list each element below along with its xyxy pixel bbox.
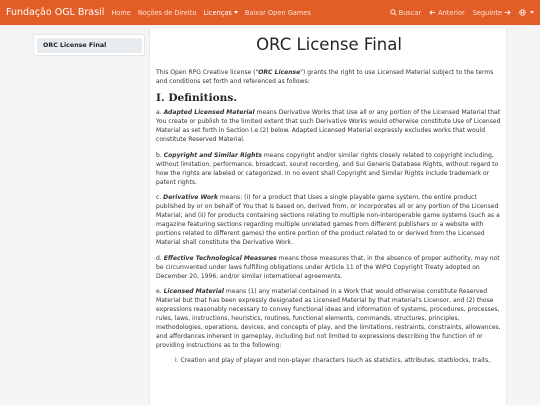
license-text [156, 68, 502, 366]
sidebar-item-orc-license-final[interactable]: ORC License Final [37, 38, 142, 53]
top-navbar [0, 0, 540, 25]
page-title: ORC License Final [256, 35, 402, 54]
search-icon [390, 9, 397, 16]
definition-c [156, 193, 502, 248]
section-heading-definitions: I. Definitions. [156, 92, 238, 105]
nav-licencas-dropdown[interactable] [203, 9, 237, 17]
definition-text: means: (i) for a product that Uses a single playable game system, the entire product published by or on behalf of You that is based on, derived from, or incorporates all or any portion of the Licensed Material; and (ii) for products containing sections relating to multiple non-interoperable game systems (such as a magazine featuring sections regarding multiple unrelated games from different publishers or a website with portions related to different games) the entire portion of the product related to or derived from the Licensed Material shall constitute the Derivative Work. [156, 193, 500, 247]
intro-term: ORC License [258, 69, 301, 76]
definition-label: b. [156, 151, 164, 159]
chevron-down-icon [234, 11, 238, 14]
definition-a [156, 108, 502, 144]
intro-paragraph [156, 68, 502, 86]
definition-label: a. [156, 109, 164, 117]
definition-d [156, 254, 502, 281]
intro-text-start: This Open RPG Creative license (" [156, 69, 259, 76]
definition-text: means Derivative Works that Use all or any portion of the Licensed Material that You create or publish to the limited extent that such Derivative Works would otherwise constitute Use of Licensed Material as set forth in Section I.e.(2) below. Adapted Licensed Material expressly excludes works that would constitute Reserved Material. [156, 109, 501, 144]
definition-term: Adapted Licensed Material [163, 109, 255, 117]
sidebar [33, 34, 145, 56]
arrow-right-icon [504, 9, 511, 16]
globe-icon [519, 9, 526, 16]
search-label: Buscar [398, 8, 422, 17]
definition-text: means copyright and/or similar rights closely related to copyright including, without limitation, performance, broadcast, sound recording, and Sui Generis Database Rights, without regard to how the rights are labeled or categorized. In no event shall Copyright and Similar Rights include trademark or patent rights. [156, 151, 499, 186]
definition-label: e. [156, 287, 164, 295]
nav-nocoes-de-direito[interactable]: Noções de Direito [137, 8, 197, 17]
search-button[interactable] [390, 9, 422, 17]
definition-term: Copyright and Similar Rights [163, 151, 262, 159]
brand-link[interactable]: Fundação OGL Brasil [6, 7, 105, 18]
nav-home[interactable]: Home [111, 8, 131, 17]
next-label: Seguinte [472, 8, 502, 17]
definition-e [156, 287, 502, 351]
chevron-down-icon [530, 11, 534, 14]
previous-label: Anterior [438, 8, 465, 17]
arrow-left-icon [429, 9, 436, 16]
definition-label: c. [156, 193, 164, 201]
definition-label: d. [156, 254, 164, 262]
nav-right-group [382, 9, 534, 17]
nav-licencas-label: Licenças [203, 8, 232, 17]
nav-baixar-open-games[interactable]: Baixar Open Games [244, 8, 311, 17]
definition-text: means (1) any material contained in a Work that would otherwise constitute Reserved Material but that has been expressly designated as Licensed Material by that material's Licensor, and (2) those expressions reasonably necessary to convey functional ideas and information of systems, procedures, processes, rules, laws, instructions, heuristics, routines, functional elements, commands, structures, principles, methodologies, operations, devices, and concepts of play, and the limitations, restraints, constraints, allowances, and affordances inherent in gameplay, including but not limited to expressions describing the function of or providing instructions as to the following: [156, 287, 501, 350]
definition-b [156, 151, 502, 187]
intro-text-end: ") grants the right to use Licensed Material subject to the terms and conditions set forth and referenced as follows: [156, 69, 494, 86]
previous-button[interactable] [429, 9, 465, 17]
definition-term: Effective Technological Measures [163, 254, 277, 262]
language-dropdown[interactable] [519, 9, 534, 16]
definition-e-item-i: i. Creation and play of player and non-player characters (such as statistics, attributes, statblocks, traits, [175, 357, 491, 365]
next-button[interactable] [473, 9, 511, 17]
definition-text: means those measures that, in the absence of proper authority, may not be circumvented under laws fulfilling obligations under Article 11 of the WIPO Copyright Treaty adopted on December 20, 1996, and/or similar international agreements. [156, 254, 500, 280]
definition-term: Derivative Work [163, 193, 218, 201]
definition-term: Licensed Material [163, 287, 224, 295]
main-content [149, 28, 507, 405]
